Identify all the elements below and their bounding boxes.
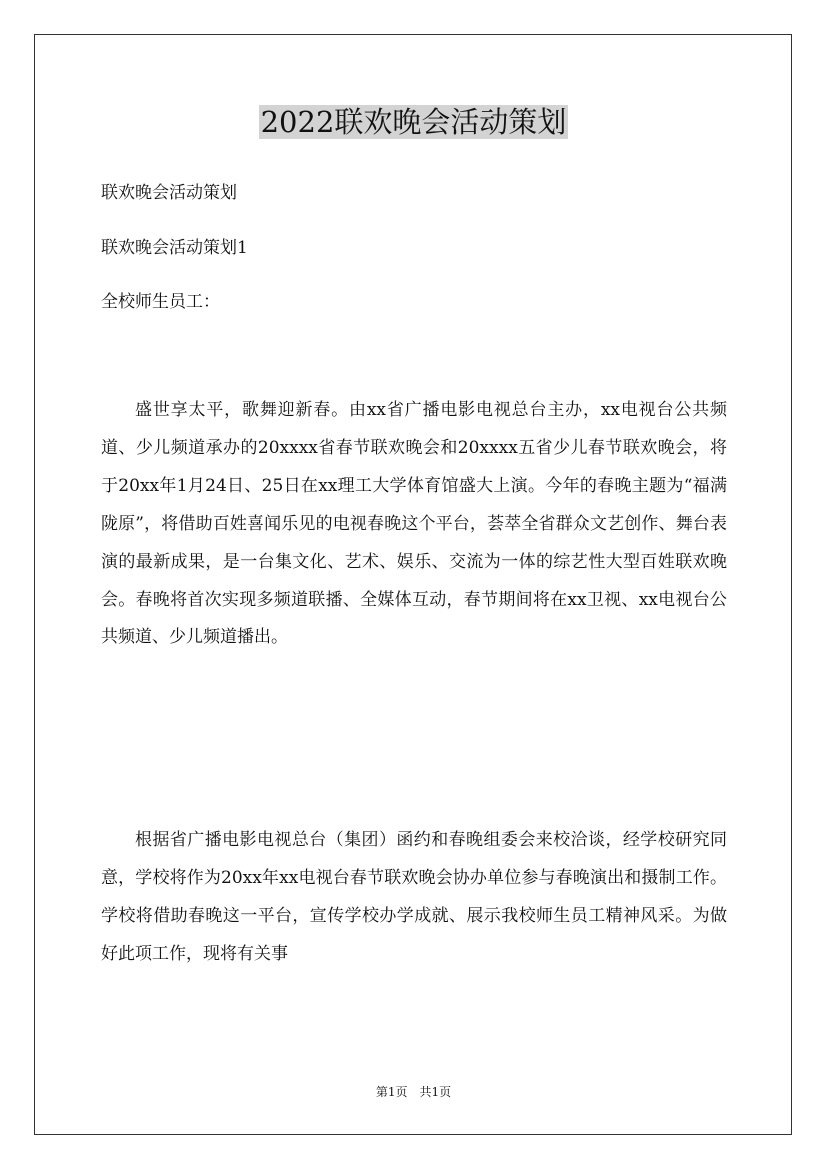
page-footer: 第1页 共1页 (375, 1085, 452, 1099)
document-title (0, 100, 827, 144)
salutation: 全校师生员工： (101, 292, 220, 312)
body-paragraph-2: 根据省广播电影电视总台（集团）函约和春晚组委会来校洽谈，经学校研究同意，学校将作为20xx年xx电视台春节联欢晚会协办单位参与春晚演出和摄制工作。学校将借助春晚这一平台，宣传学校办学成就、展示我校师生员工精神风采。为做好此项工作，现将有关事 (101, 830, 727, 964)
body-paragraph-1: 盛世享太平，歌舞迎新春。由xx省广播电影电视总台主办，xx电视台公共频道、少儿频道承办的20xxxx省春节联欢晚会和20xxxx五省少儿春节联欢晚会，将于20xx年1月24日、25日在xx理工大学体育馆盛大上演。今年的春晚主题为“福满陇原”，将借助百姓喜闻乐见的电视春晚这个平台，荟萃全省群众文艺创作、舞台表演的最新成果，是一台集文化、艺术、娱乐、交流为一体的综艺性大型百姓联欢晚会。春晚将首次实现多频道联播、全媒体互动，春节期间将在xx卫视、xx电视台公共频道、少儿频道播出。 (101, 400, 727, 648)
document-subtitle: 联欢晚会活动策划 (101, 183, 237, 203)
document-title-text: 2022联欢晚会活动策划 (260, 105, 567, 139)
section-heading: 联欢晚会活动策划1 (101, 238, 248, 258)
